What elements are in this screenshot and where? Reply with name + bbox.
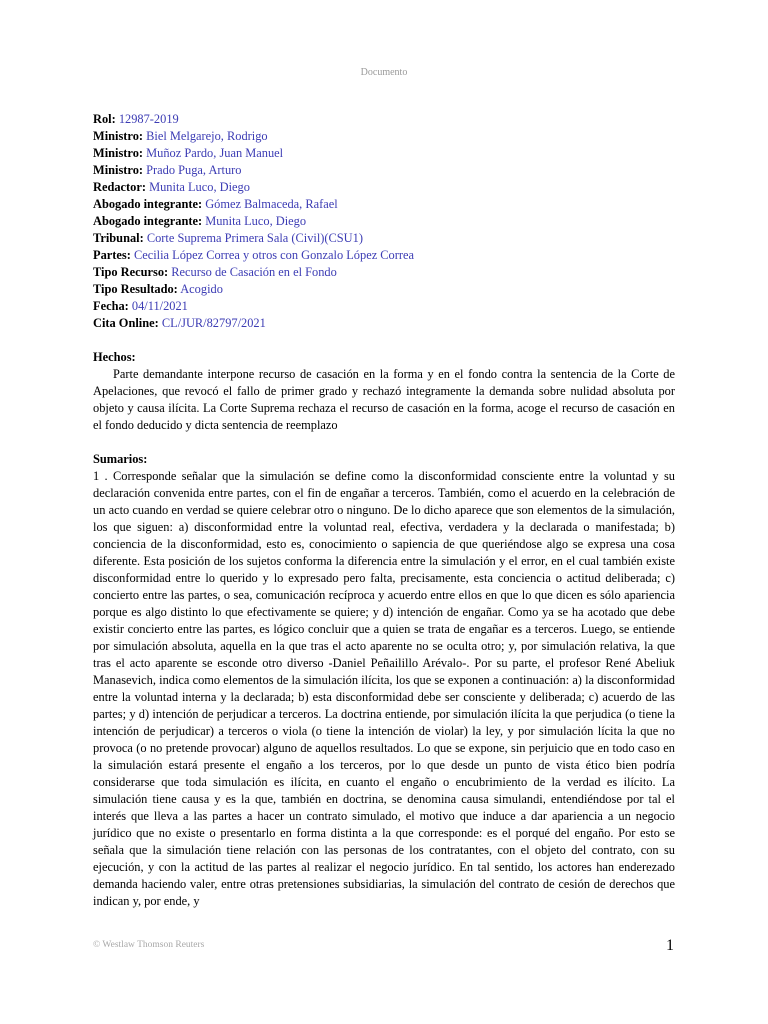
metadata-label: Ministro: xyxy=(93,129,144,143)
metadata-label: Tipo Recurso: xyxy=(93,265,169,279)
hechos-section xyxy=(93,349,675,434)
metadata-row-cita-online xyxy=(93,315,675,332)
metadata-label: Partes: xyxy=(93,248,131,262)
metadata-row-redactor xyxy=(93,179,675,196)
hechos-paragraph: Parte demandante interpone recurso de casación en la forma y en el fondo contra la sentencia de la Corte de Apelaciones, que revocó el fallo de primer grado y rechazó integramente la demanda sobre nulidad absoluta por objeto y causa ilícita. La Corte Suprema rechaza el recurso de casación en la forma, acoge el recurso de casación en el fondo deducido y dicta sentencia de reemplazo xyxy=(93,367,675,432)
metadata-value-link[interactable]: Munita Luco, Diego xyxy=(205,214,307,228)
metadata-row-fecha xyxy=(93,298,675,315)
document-header-label: Documento xyxy=(360,67,408,78)
metadata-value-link[interactable]: Biel Melgarejo, Rodrigo xyxy=(146,129,268,143)
metadata-value-link[interactable]: Prado Puga, Arturo xyxy=(146,163,242,177)
metadata-value-link[interactable]: 04/11/2021 xyxy=(131,299,188,313)
metadata-row-ministro xyxy=(93,162,675,179)
metadata-value-link[interactable]: 12987-2019 xyxy=(118,112,179,126)
metadata-row-abogado-integrante xyxy=(93,196,675,213)
metadata-block xyxy=(93,111,675,332)
metadata-value-link[interactable]: CL/JUR/82797/2021 xyxy=(161,316,266,330)
metadata-label: Fecha: xyxy=(93,299,129,313)
metadata-row-tipo-recurso xyxy=(93,264,675,281)
metadata-label: Redactor: xyxy=(93,180,146,194)
document-page xyxy=(93,111,675,910)
metadata-value-link[interactable]: Acogido xyxy=(180,282,223,296)
metadata-label: Tribunal: xyxy=(93,231,144,245)
sumarios-section xyxy=(93,451,675,910)
page-number: 1 xyxy=(666,937,674,954)
metadata-value-link[interactable]: Gómez Balmaceda, Rafael xyxy=(205,197,338,211)
metadata-label: Ministro: xyxy=(93,163,144,177)
metadata-label: Rol: xyxy=(93,112,116,126)
metadata-label: Abogado integrante: xyxy=(93,214,203,228)
metadata-row-ministro xyxy=(93,145,675,162)
metadata-row-abogado-integrante xyxy=(93,213,675,230)
metadata-row-partes xyxy=(93,247,675,264)
metadata-value-link[interactable]: Recurso de Casación en el Fondo xyxy=(171,265,337,279)
metadata-value-link[interactable]: Muñoz Pardo, Juan Manuel xyxy=(146,146,284,160)
metadata-label: Ministro: xyxy=(93,146,144,160)
metadata-label: Tipo Resultado: xyxy=(93,282,178,296)
sumarios-title: Sumarios: xyxy=(93,452,148,466)
metadata-row-tipo-resultado xyxy=(93,281,675,298)
metadata-label: Abogado integrante: xyxy=(93,197,203,211)
metadata-value-link[interactable]: Corte Suprema Primera Sala (Civil)(CSU1) xyxy=(146,231,363,245)
hechos-title: Hechos: xyxy=(93,350,136,364)
metadata-label: Cita Online: xyxy=(93,316,159,330)
metadata-value-link[interactable]: Munita Luco, Diego xyxy=(149,180,250,194)
sumarios-paragraph: 1 . Corresponde señalar que la simulación se define como la disconformidad consciente entre la voluntad y su declaración convenida entre partes, con el fin de engañar a terceros. También, como el acuerdo en la celebración de un acto cuando en verdad se quiere celebrar otro o ninguno. De lo dicho aparece que son elementos de la simulación, los que siguen: a) disconformidad entre la voluntad real, efectiva, verdadera y la declarada o manifestada; b) conciencia de la disconformidad, esto es, conocimiento o sapiencia de que queriéndose algo se expresa una cosa diferente. Esta posición de los sujetos conforma la diferencia entre la simulación y el error, en el cual también existe disconformidad entre lo querido y lo expresado pero falta, precisamente, esta conciencia o actitud deliberada; c) concierto entre las partes, o sea, comunicación recíproca y acuerdo entre ellos en que lo que dicen es sólo apariencia porque es algo distinto lo que efectivamente se quiere; y d) intención de engañar. Como ya se ha acotado que debe existir concierto entre las partes, es lógico concluir que a quien se trata de engañar es a terceros. Luego, se entiende por simulación absoluta, aquella en la que tras el acto aparente no se oculta otro; y, por simulación relativa, la que tras el acto aparente se esconde otro diverso -Daniel Peñailillo Arévalo-. Por su parte, el profesor René Abeliuk Manasevich, indica como elementos de la simulación ilícita, los que se exponen a continuación: a) la disconformidad entre la voluntad interna y la declarada; b) esta disconformidad debe ser consciente y deliberada; c) acuerdo de las partes; y d) intención de perjudicar a terceros. La doctrina entiende, por simulación ilícita la que perjudica (o tiene la intención de perjudicar) a terceros o viola (o tiene la intención de violar) la ley, y por simulación lícita la que no provoca (o no pretende provocar) alguno de aquellos resultados. Lo que se expone, sin perjuicio que en todo caso en la simulación estará presente el engaño a los terceros, por lo que desde un punto de vista ético bien podría considerarse que toda simulación es ilícita, en cuanto el engaño o encubrimiento de la verdad es ilícito. La simulación tiene causa y es la que, también en doctrina, se denomina causa simulandi, entendiéndose por tal el interés que lleva a las partes a hacer un contrato simulado, el motivo que induce a dar apariencia a un negocio jurídico que no existe o presentarlo en forma distinta a la que corresponde: es el porqué del engaño. Por esto se señala que la simulación tiene relación con las personas de los contratantes, con el objeto del contrato, con su ejecución, y con la actitud de las partes al realizar el negocio jurídico. En tal sentido, los actores han enderezado demanda haciendo valer, entre otras pretensiones subsidiarias, la simulación del contrato de cesión de derechos que indican y, por ende, y xyxy=(93,469,675,908)
metadata-row-ministro xyxy=(93,128,675,145)
metadata-row-rol xyxy=(93,111,675,128)
metadata-row-tribunal xyxy=(93,230,675,247)
footer-copyright: © Westlaw Thomson Reuters xyxy=(93,940,205,950)
metadata-value-link[interactable]: Cecilia López Correa y otros con Gonzalo López Correa xyxy=(133,248,415,262)
